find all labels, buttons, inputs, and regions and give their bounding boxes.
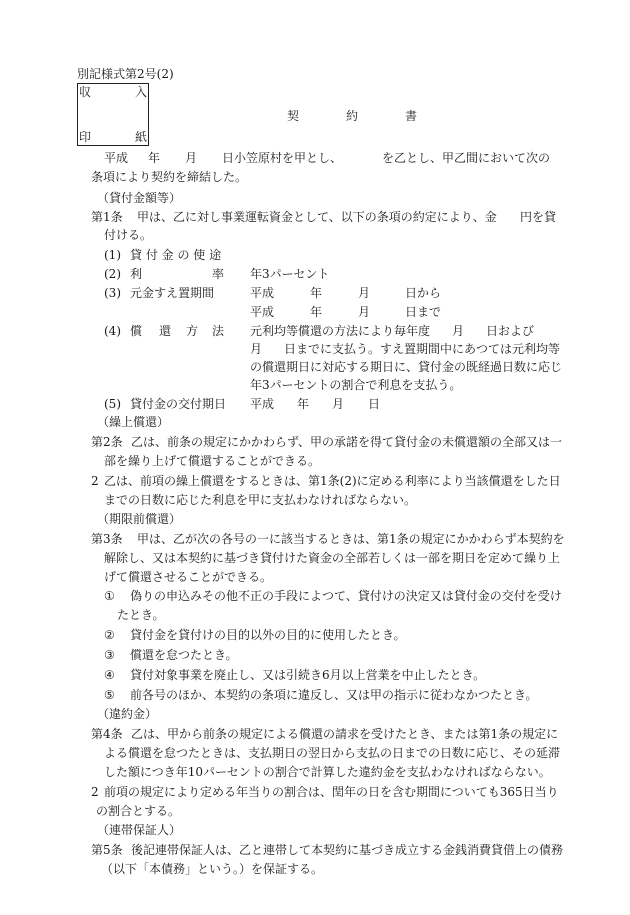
section-heading: （期限前償還） <box>97 512 182 526</box>
section-heading: （連帯保証人） <box>97 823 182 837</box>
section-heading: （貸付金額等） <box>97 191 182 205</box>
stamp-char: 印 <box>79 130 92 144</box>
section-heading: （違約金） <box>97 707 158 721</box>
stamp-char: 収 <box>79 85 92 99</box>
form-label: 別記様式第2号(2) <box>77 67 174 81</box>
stamp-char: 紙 <box>134 130 147 144</box>
revenue-stamp-box <box>77 83 149 146</box>
stamp-char: 入 <box>134 85 147 99</box>
section-heading: （繰上償還） <box>97 415 170 429</box>
